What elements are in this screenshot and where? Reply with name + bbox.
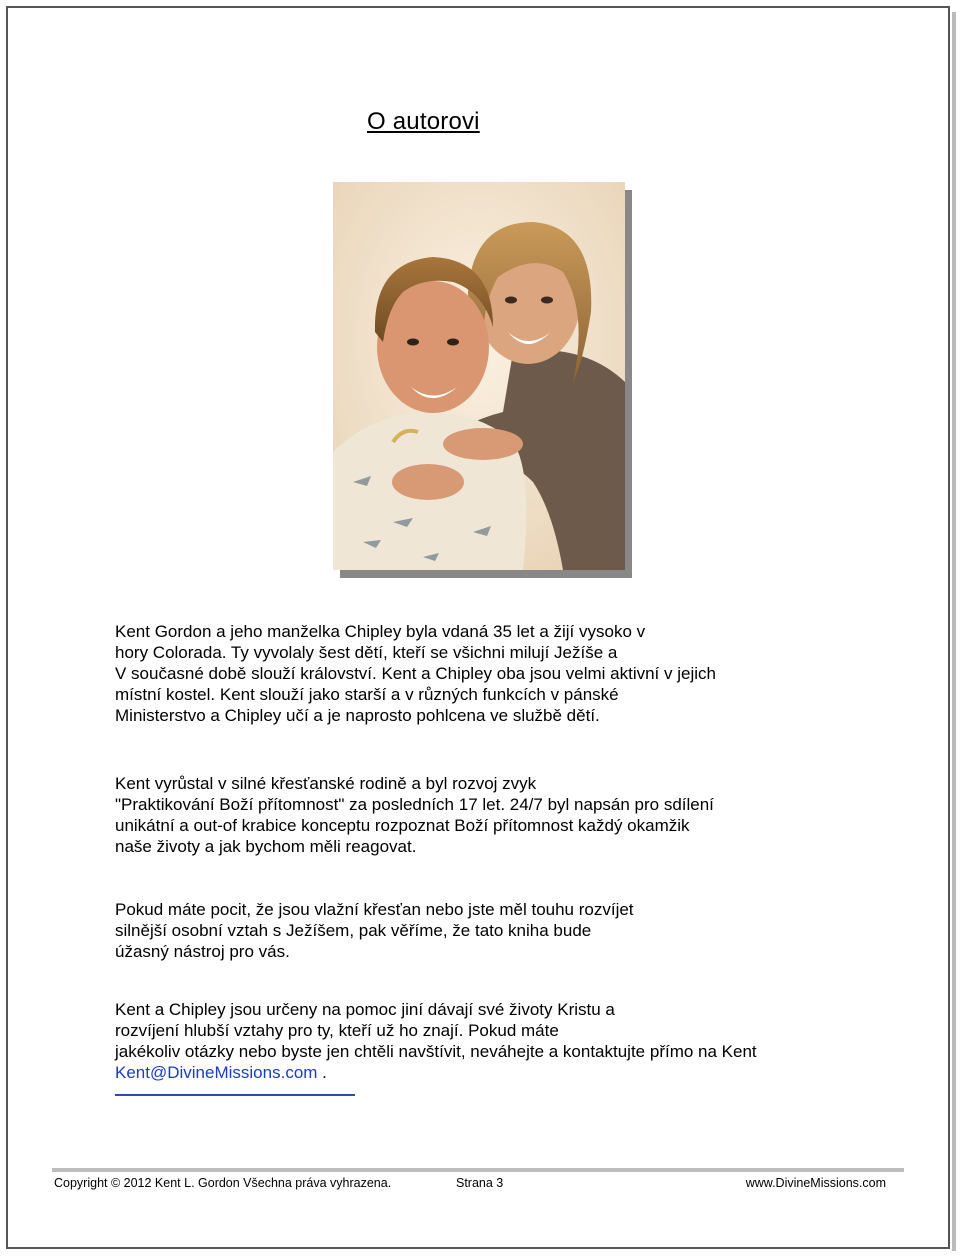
text-line: rozvíjení hlubší vztahy pro ty, kteří už ho znají. Pokud máte bbox=[115, 1021, 559, 1040]
footer-website[interactable]: www.DivineMissions.com bbox=[745, 1176, 886, 1190]
bio-paragraph-family bbox=[115, 621, 815, 726]
text-line: naše životy a jak bychom měli reagovat. bbox=[115, 837, 417, 856]
text-line: Pokud máte pocit, že jsou vlažní křesťan nebo jste měl touhu rozvíjet bbox=[115, 900, 634, 919]
footer-divider bbox=[52, 1168, 904, 1172]
email-link[interactable]: Kent@DivineMissions.com bbox=[115, 1063, 318, 1082]
text-line: Kent Gordon a jeho manželka Chipley byla vdaná 35 let a žijí vysoko v bbox=[115, 622, 646, 641]
text-line: Kent vyrůstal v silné křesťanské rodině a byl rozvoj zvyk bbox=[115, 774, 537, 793]
email-underline bbox=[115, 1094, 355, 1096]
bio-paragraph-contact bbox=[115, 999, 815, 1083]
author-photo bbox=[333, 182, 625, 570]
text-line: V současné době slouží království. Kent a Chipley oba jsou velmi aktivní v jejich bbox=[115, 664, 716, 683]
text-line: úžasný nástroj pro vás. bbox=[115, 942, 290, 961]
text-line: Ministerstvo a Chipley učí a je naprosto pohlcena ve službě dětí. bbox=[115, 706, 600, 725]
text-line: místní kostel. Kent slouží jako starší a v různých funkcích v pánské bbox=[115, 685, 619, 704]
email-suffix: . bbox=[317, 1063, 327, 1082]
text-line: hory Colorada. Ty vyvolaly šest dětí, kteří se všichni milují Ježíše a bbox=[115, 643, 618, 662]
bio-paragraph-upbringing bbox=[115, 773, 815, 857]
page-title: O autorovi bbox=[367, 108, 480, 135]
text-line: silnější osobní vztah s Ježíšem, pak věříme, že tato kniha bude bbox=[115, 921, 592, 940]
text-line: Kent a Chipley jsou určeny na pomoc jiní dávají své životy Kristu a bbox=[115, 1000, 615, 1019]
footer-copyright: Copyright © 2012 Kent L. Gordon Všechna práva vyhrazena. bbox=[54, 1176, 392, 1190]
text-line: unikátní a out-of krabice konceptu rozpoznat Boží přítomnost každý okamžik bbox=[115, 816, 690, 835]
footer-page-number: Strana 3 bbox=[456, 1176, 504, 1190]
email-line bbox=[115, 1062, 815, 1083]
bio-paragraph-invitation bbox=[115, 899, 815, 962]
text-line: jakékoliv otázky nebo byste jen chtěli navštívit, neváhejte a kontaktujte přímo na Kent bbox=[115, 1042, 757, 1061]
text-line: "Praktikování Boží přítomnost" za posledních 17 let. 24/7 byl napsán pro sdílení bbox=[115, 795, 714, 814]
